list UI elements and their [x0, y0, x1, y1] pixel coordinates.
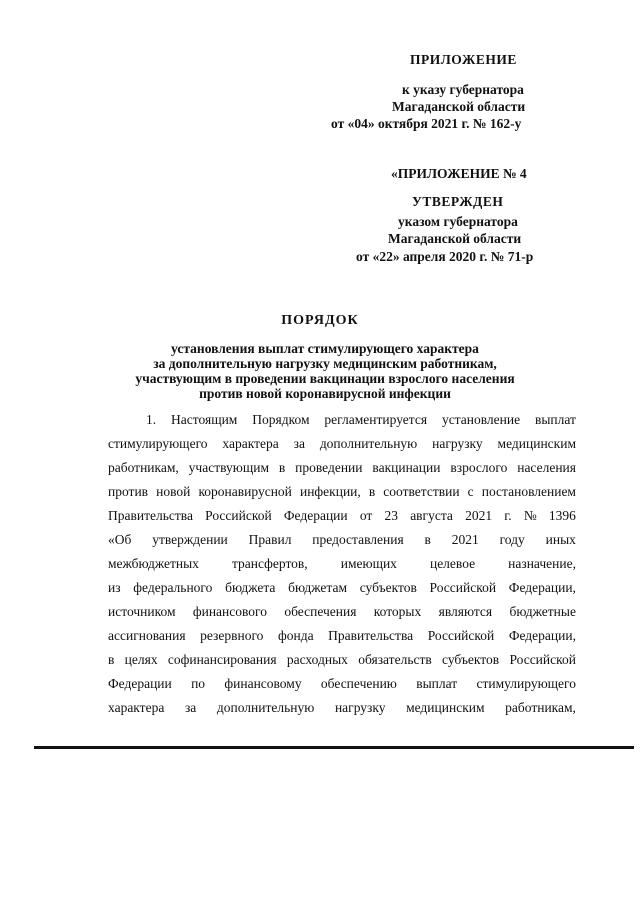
- body-word: 2021: [451, 532, 479, 547]
- approved-line-3: от «22» апреля 2020 г. № 71-р: [356, 249, 534, 264]
- body-word: предоставления: [312, 532, 404, 547]
- body-word: субъектов: [359, 580, 417, 595]
- body-word: выплат: [416, 676, 458, 691]
- approved-line-2: Магаданской области: [388, 231, 522, 246]
- body-word: №: [523, 508, 537, 523]
- decree-line-2: Магаданской области: [392, 99, 526, 114]
- body-word: постановлением: [481, 484, 576, 499]
- body-line: [108, 648, 576, 672]
- body-word: медицинским: [406, 700, 485, 715]
- body-word: в: [278, 460, 286, 475]
- appendix-label: ПРИЛОЖЕНИЕ: [410, 52, 517, 67]
- body-word: межбюджетных: [108, 556, 199, 571]
- body-word: Федерации: [283, 508, 348, 523]
- body-word: характера: [222, 436, 279, 451]
- body-word: финансовому: [224, 676, 302, 691]
- body-word: регламентируется: [324, 412, 428, 427]
- body-word: дополнительную: [216, 700, 315, 715]
- body-word: имеющих: [340, 556, 397, 571]
- body-line: [108, 408, 576, 432]
- body-word: 23: [384, 508, 398, 523]
- body-word: Федерации,: [508, 580, 576, 595]
- body-word: выплат: [534, 412, 576, 427]
- body-word: участвующим: [188, 460, 270, 475]
- body-word: 1.: [146, 412, 157, 427]
- body-line: [108, 672, 576, 696]
- body-word: с: [467, 484, 474, 499]
- body-word: которых: [373, 604, 422, 619]
- body-line: [108, 528, 576, 552]
- subtitle-line: установления выплат стимулирующего характера: [171, 341, 479, 356]
- body-word: против: [108, 484, 149, 499]
- appendix-4-label: «ПРИЛОЖЕНИЕ № 4: [391, 166, 527, 181]
- body-word: назначение,: [508, 556, 576, 571]
- body-word: взрослого: [450, 460, 508, 475]
- body-word: августа: [410, 508, 453, 523]
- body-word: бюджетные: [509, 604, 576, 619]
- body-word: работникам,: [505, 700, 576, 715]
- body-word: коронавирусной: [198, 484, 292, 499]
- body-paragraph: [108, 408, 576, 720]
- body-word: резервного: [200, 628, 264, 643]
- body-word: из: [108, 580, 121, 595]
- body-word: Российской: [429, 580, 497, 595]
- body-word: Порядком: [252, 412, 310, 427]
- body-word: дополнительную: [319, 436, 418, 451]
- body-line: [108, 504, 576, 528]
- body-word: характера: [108, 700, 165, 715]
- body-word: проведении: [295, 460, 363, 475]
- body-word: Настоящим: [171, 412, 238, 427]
- bottom-rule: [34, 746, 634, 749]
- body-word: обеспечению: [320, 676, 397, 691]
- body-word: нагрузку: [432, 436, 483, 451]
- body-word: за: [184, 700, 197, 715]
- body-word: ассигнования: [108, 628, 186, 643]
- body-word: обеспечения: [284, 604, 357, 619]
- body-word: установление: [441, 412, 521, 427]
- document-subtitle: [90, 341, 560, 401]
- body-word: населения: [517, 460, 576, 475]
- body-word: обязательств: [358, 652, 432, 667]
- body-word: целевое: [429, 556, 476, 571]
- body-word: по: [191, 676, 206, 691]
- body-word: софинансирования: [167, 652, 277, 667]
- document-title: ПОРЯДОК: [281, 313, 359, 328]
- body-line: [108, 552, 576, 576]
- body-word: нагрузку: [334, 700, 386, 715]
- subtitle-line: участвующим в проведении вакцинации взрослого населения: [135, 371, 515, 386]
- approved-label: УТВЕРЖДЕН: [412, 194, 504, 209]
- body-word: медицинским: [497, 436, 576, 451]
- body-word: субъектов: [442, 652, 500, 667]
- body-word: стимулирующего: [108, 436, 208, 451]
- body-word: вакцинации: [372, 460, 441, 475]
- body-word: стимулирующего: [476, 676, 576, 691]
- body-word: расходных: [286, 652, 348, 667]
- body-word: «Об: [108, 532, 132, 547]
- body-word: в: [108, 652, 115, 667]
- body-word: новой: [156, 484, 191, 499]
- body-word: году: [499, 532, 525, 547]
- body-word: бюджета: [225, 580, 276, 595]
- body-line: [108, 432, 576, 456]
- body-word: целях: [124, 652, 158, 667]
- body-word: финансового: [192, 604, 267, 619]
- body-word: Российской: [205, 508, 272, 523]
- body-line: [108, 696, 576, 720]
- body-word: утверждении: [152, 532, 228, 547]
- body-word: Правил: [248, 532, 292, 547]
- body-line: [108, 480, 576, 504]
- body-line: [108, 456, 576, 480]
- body-word: в: [424, 532, 431, 547]
- body-word: 1396: [548, 508, 576, 523]
- body-word: работникам,: [108, 460, 179, 475]
- body-word: Правительства: [108, 508, 193, 523]
- body-word: источником: [108, 604, 176, 619]
- body-line: [108, 576, 576, 600]
- body-word: бюджетам: [288, 580, 348, 595]
- body-word: федерального: [133, 580, 213, 595]
- approved-line-1: указом губернатора: [398, 214, 518, 229]
- body-word: соответствии: [383, 484, 460, 499]
- body-word: Правительства: [328, 628, 414, 643]
- body-word: Российской: [427, 628, 495, 643]
- body-word: являются: [438, 604, 493, 619]
- body-word: фонда: [278, 628, 314, 643]
- body-word: Федерации: [108, 676, 172, 691]
- body-word: трансфертов,: [231, 556, 308, 571]
- body-line: [108, 624, 576, 648]
- body-word: иных: [545, 532, 576, 547]
- decree-line-1: к указу губернатора: [402, 82, 524, 97]
- body-word: от: [359, 508, 373, 523]
- decree-line-3: от «04» октября 2021 г. № 162-у: [331, 116, 522, 131]
- body-word: инфекции,: [299, 484, 361, 499]
- subtitle-line: против новой коронавирусной инфекции: [199, 386, 451, 401]
- body-word: за: [293, 436, 305, 451]
- body-line: [108, 600, 576, 624]
- body-word: в: [368, 484, 376, 499]
- body-word: Российской: [509, 652, 576, 667]
- body-word: г.: [504, 508, 512, 523]
- body-word: 2021: [465, 508, 493, 523]
- subtitle-line: за дополнительную нагрузку медицинским работникам,: [153, 356, 497, 371]
- body-word: Федерации,: [508, 628, 576, 643]
